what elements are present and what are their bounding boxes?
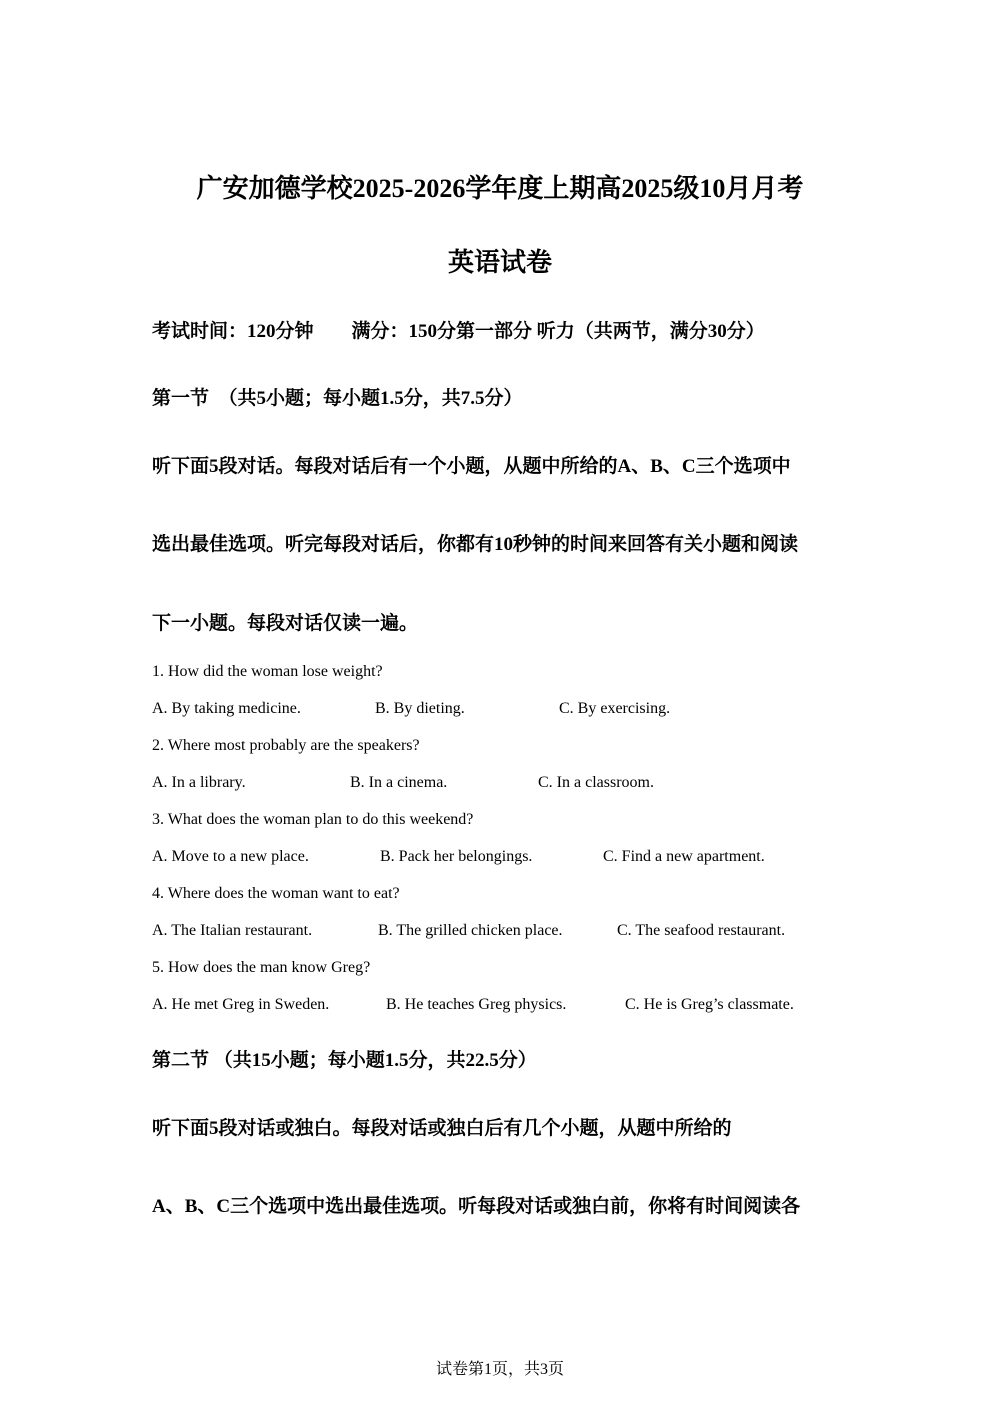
- question-1-option-b: B. By dieting.: [375, 700, 465, 717]
- question-4-option-c: C. The seafood restaurant.: [617, 922, 786, 939]
- section1-instruction: 听下面5段对话。每段对话后有一个小题，从题中所给的A、B、C三个选项中: [152, 456, 791, 477]
- title-line-1: 广安加德学校2025-2026学年度上期高2025级10月月考: [196, 174, 804, 203]
- question-3-option-c: C. Find a new apartment.: [603, 848, 765, 865]
- question-4: 4. Where does the woman want to eat?: [152, 885, 400, 902]
- title-line-2: 英语试卷: [447, 248, 552, 277]
- question-2-option-c: C. In a classroom.: [538, 774, 654, 791]
- section2-heading: 第二节 （共15小题；每小题1.5分，共22.5分）: [152, 1050, 537, 1071]
- section2-instruction: A、B、C三个选项中选出最佳选项。听每段对话或独白前，你将有时间阅读各: [152, 1196, 801, 1217]
- section1-heading: 第一节 （共5小题；每小题1.5分，共7.5分）: [152, 388, 523, 409]
- question-3-option-a: A. Move to a new place.: [152, 848, 309, 865]
- question-4-option-a: A. The Italian restaurant.: [152, 922, 313, 939]
- question-5-option-c: C. He is Greg’s classmate.: [625, 996, 794, 1013]
- question-1-option-a: A. By taking medicine.: [152, 700, 301, 717]
- question-3: 3. What does the woman plan to do this weekend?: [152, 811, 474, 828]
- question-1-option-c: C. By exercising.: [559, 700, 671, 717]
- question-4-option-b: B. The grilled chicken place.: [378, 922, 563, 939]
- question-2-option-b: B. In a cinema.: [350, 774, 448, 791]
- page-footer: 试卷第1页，共3页: [435, 1361, 564, 1378]
- question-5-option-a: A. He met Greg in Sweden.: [152, 996, 330, 1013]
- section1-instruction: 选出最佳选项。听完每段对话后，你都有10秒钟的时间来回答有关小题和阅读: [152, 534, 799, 555]
- question-2-option-a: A. In a library.: [152, 774, 246, 791]
- question-1: 1. How did the woman lose weight?: [152, 663, 383, 680]
- question-5: 5. How does the man know Greg?: [152, 959, 371, 976]
- section1-instruction: 下一小题。每段对话仅读一遍。: [152, 613, 419, 634]
- section2-instruction: 听下面5段对话或独白。每段对话或独白后有几个小题，从题中所给的: [152, 1118, 732, 1139]
- question-3-option-b: B. Pack her belongings.: [380, 848, 533, 865]
- question-5-option-b: B. He teaches Greg physics.: [386, 996, 567, 1013]
- exam-info: 考试时间：120分钟 满分：150分第一部分 听力（共两节，满分30分）: [152, 321, 765, 342]
- question-2: 2. Where most probably are the speakers?: [152, 737, 420, 754]
